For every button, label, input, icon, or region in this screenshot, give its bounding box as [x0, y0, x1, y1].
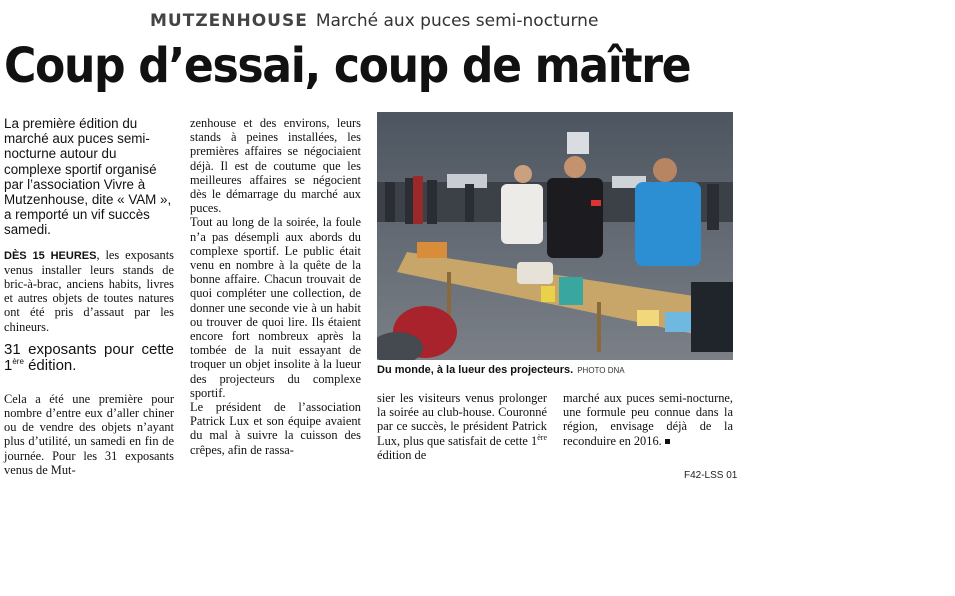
- subheading-sup: ère: [12, 356, 24, 366]
- paragraph: Cela a été une première pour nombre d’entre eux d’aller chiner ou de vendre des objets n’ayant plus d’utilité, un samedi en fin de journée. Pour les 31 exposants venus de Mut-: [4, 391, 174, 477]
- article-column-1: [4, 116, 174, 477]
- paragraph-text-end: édition de: [377, 447, 427, 462]
- kicker: [150, 11, 598, 31]
- end-of-article-mark: [665, 439, 670, 444]
- subheading: [4, 342, 174, 374]
- article-column-2: [190, 116, 361, 457]
- paragraph: [4, 248, 174, 334]
- paragraph-caps: DÈS 15 HEURES: [4, 249, 97, 262]
- paragraph: Le président de l’association Patrick Lux et son équipe avaient du mal à suivre la cuisson des crêpes, afin de rassa-: [190, 400, 361, 457]
- caption-text: Du monde, à la lueur des projecteurs.: [377, 364, 574, 376]
- paragraph: Tout au long de la soirée, la foule n’a pas désempli aux abords du complexe sportif. Le public était venu en nombre à la quête de la bonne affaire. Chacun trouvait de quoi compléter une collection, de donner une seconde vie à un habit ou trouver de quoi lire. Ils étaient encore fort nombreux après la tombée de la nuit essayant de troquer un objet insolite à la lueur des projecteurs du complexe sportif.: [190, 215, 361, 400]
- paragraph-text: , les exposants venus installer leurs stands de bric-à-brac, anciens habits, livres et autres objets de toutes natures ont été pris d’assaut par les chineurs.: [4, 247, 174, 334]
- article-photo: [377, 112, 733, 360]
- paragraph: zenhouse et des environs, leurs stands à peines installées, les premières affaires se négociaient déjà. Il est de coutume que les meilleures affaires se négocient dès le démarrage du marché aux puces.: [190, 116, 361, 216]
- page-reference: F42-LSS 01: [684, 470, 738, 481]
- photo-caption: [377, 364, 733, 376]
- subheading-text-end: édition.: [23, 356, 77, 374]
- paragraph-text: marché aux puces semi-nocturne, une formule peu connue dans la région, envisage déjà de la reconduire en 2016.: [563, 391, 733, 448]
- kicker-subject: Marché aux puces semi-nocturne: [315, 11, 599, 31]
- article-column-3: [377, 391, 547, 462]
- headline: Coup d’essai, coup de maître: [4, 38, 691, 94]
- paragraph-text: sier les visiteurs venus prolonger la soirée au club-house. Couronné par ce succès, le président Patrick Lux, plus que satisfait de cette 1: [377, 391, 547, 448]
- market-crowd-photo: [377, 112, 733, 360]
- kicker-location: MUTZENHOUSE: [150, 11, 308, 31]
- paragraph-sup: ère: [537, 432, 547, 442]
- article-column-4: [563, 391, 733, 448]
- photo-credit: PHOTO DNA: [577, 366, 625, 375]
- lead-paragraph: La première édition du marché aux puces semi-nocturne autour du complexe sportif organisé par l’association Vivre à Mutzenhouse, dite « VAM », a remporté un vif succès samedi.: [4, 116, 172, 238]
- subheading-text: 31 exposants pour cette 1: [4, 340, 174, 374]
